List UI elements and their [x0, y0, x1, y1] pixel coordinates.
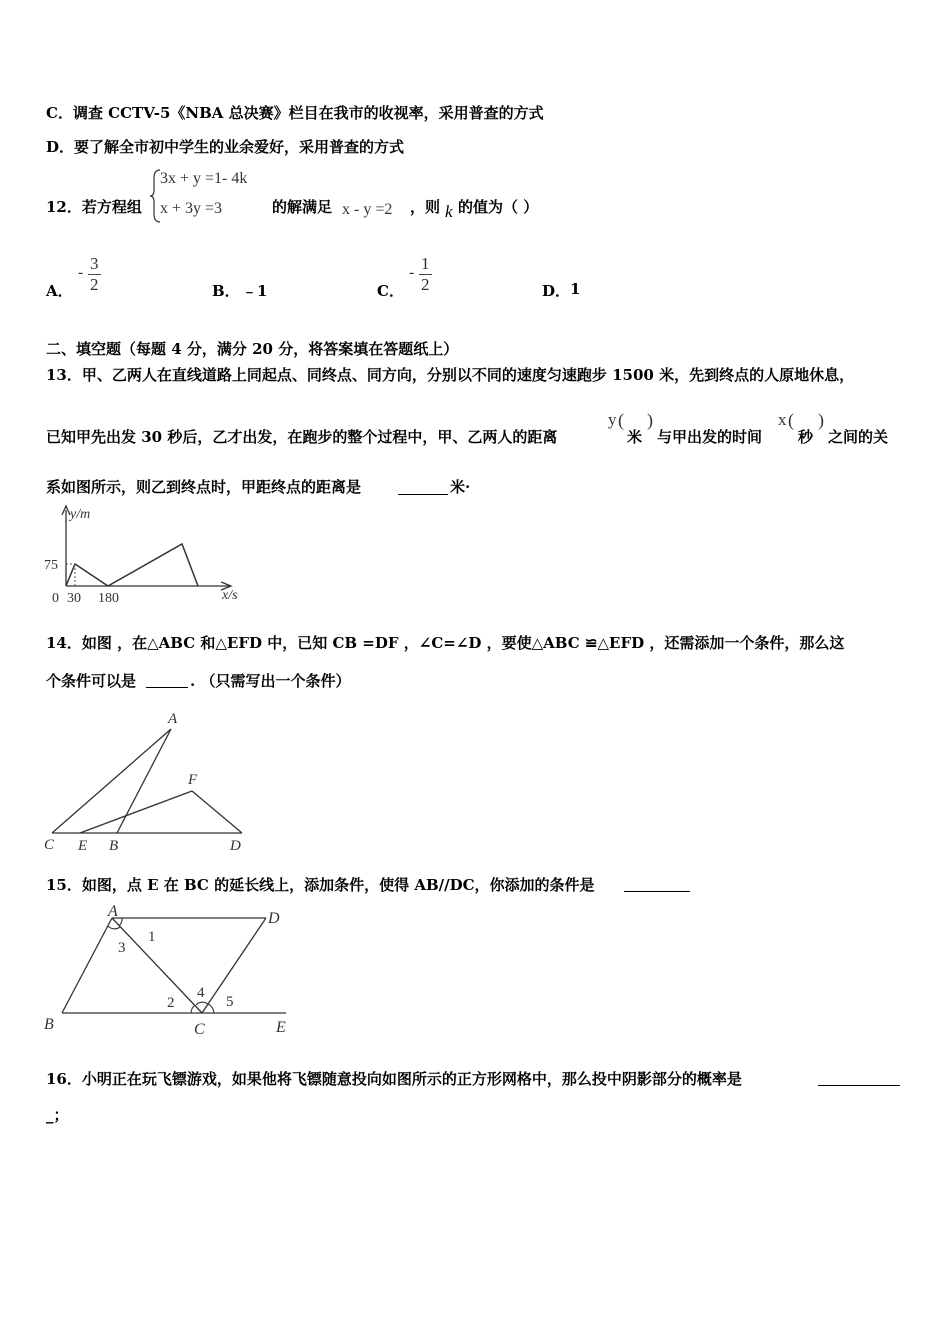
q15-label-e: E [276, 1019, 286, 1036]
q12-option-a-label: A． [46, 282, 73, 300]
q13-x-symbol: x [778, 410, 787, 429]
q13-graph-line [66, 544, 198, 586]
q12-after-text: ，则 [410, 198, 441, 216]
q13-graph-y-tick-75: 75 [44, 558, 58, 573]
q14-line-1: 14．如图 ，在△ABC 和△EFD 中，已知 CB =DF ，∠C=∠D ，要使△ABC ≌△EFD ，还需添加一个条件，那么这 [46, 634, 845, 652]
q13-y-paren-open: ( [618, 410, 624, 430]
q13-graph-x-tick-180: 180 [98, 591, 119, 606]
q14-line-2b: . （只需写出一个条件） [190, 672, 351, 690]
q15-figure [40, 900, 300, 1040]
q12-option-c-sign: - [409, 264, 415, 281]
q12-option-d-label: D． [542, 282, 571, 300]
q12-equation-2: x + 3y =3 [160, 200, 223, 217]
q13-graph [40, 502, 250, 608]
q16-tail: _； [46, 1106, 69, 1124]
q15-line-dc [202, 918, 266, 1013]
q12-option-a-denominator: 2 [90, 275, 99, 294]
q12-option-c-numerator: 1 [421, 254, 430, 273]
section-2-heading: 二、填空题（每题 4 分，满分 20 分，将答案填在答题纸上） [46, 340, 459, 358]
q12-condition: x - y =2 [342, 201, 393, 218]
q14-line-ab [117, 729, 171, 833]
q15-label-b: B [44, 1016, 54, 1033]
q12-variable-k: k [445, 202, 453, 221]
q14-line-fd [192, 791, 242, 833]
q13-line-3b: 米· [450, 478, 471, 496]
q15-line: 15．如图，点 E 在 BC 的延长线上，添加条件，使得 AB//DC，你添加的条件是 [46, 876, 595, 894]
q13-x-paren-open: ( [788, 410, 794, 430]
q14-label-a: A [168, 711, 178, 727]
q12-tail: 的值为（ ） [458, 198, 539, 216]
q12-option-d-value: 1 [570, 280, 581, 298]
q11-option-d: D．要了解全市初中学生的业余爱好，采用普查的方式 [46, 138, 405, 156]
q13-line-2c: 之间的关 [828, 428, 889, 446]
q15-angle-label-3: 3 [118, 940, 126, 956]
q15-angle-arc-1 [119, 918, 122, 926]
q16-answer-blank[interactable] [818, 1068, 900, 1086]
q15-angle-label-2: 2 [167, 995, 175, 1011]
q14-label-b: B [109, 838, 119, 854]
q14-label-e: E [78, 838, 88, 854]
q13-y-paren-close: ) [647, 410, 653, 430]
q13-x-unit: 秒 [798, 428, 814, 446]
q15-angle-arc-5 [208, 1004, 214, 1013]
q14-figure [40, 708, 250, 858]
q15-label-c: C [194, 1021, 205, 1038]
q13-graph-y-label: y/m [70, 507, 91, 522]
q13-graph-origin: 0 [52, 591, 59, 606]
q13-x-paren-close: ) [818, 410, 824, 430]
q13-line-1: 13．甲、乙两人在直线道路上同起点、同终点、同方向，分别以不同的速度匀速跑步 1500 米，先到终点的人原地休息， [46, 366, 855, 384]
q13-line-3a: 系如图所示，则乙到终点时，甲距终点的距离是 [46, 478, 362, 496]
q14-answer-blank[interactable] [146, 670, 188, 688]
q13-answer-blank[interactable] [398, 476, 448, 495]
q15-angle-arc-2 [191, 1005, 195, 1013]
q12-option-c-fraction [419, 254, 432, 295]
q14-line-ca [52, 729, 171, 833]
q14-label-f: F [188, 772, 198, 788]
q14-label-d: D [230, 838, 241, 854]
q13-y-unit: 米 [627, 428, 643, 446]
q15-angle-arc-4 [196, 1002, 208, 1005]
q14-line-2a: 个条件可以是 [46, 672, 137, 690]
q15-label-d: D [268, 910, 280, 927]
q12-option-a-fraction [88, 254, 101, 295]
q12-option-c-denominator: 2 [421, 275, 430, 294]
q12-option-a-sign: - [78, 264, 84, 281]
q13-line-2a: 已知甲先出发 30 秒后，乙才出发，在跑步的整个过程中，甲、乙两人的距离 [46, 428, 558, 446]
q16-line: 16．小明正在玩飞镖游戏，如果他将飞镖随意投向如图所示的正方形网格中，那么投中阴影部分的概率是 [46, 1070, 742, 1088]
q15-angle-label-1: 1 [148, 929, 156, 945]
q15-angle-label-5: 5 [226, 994, 234, 1010]
q15-angle-arc-3 [108, 926, 120, 929]
q15-line-ac [112, 918, 202, 1013]
q12-equation-1: 3x + y =1- 4k [160, 170, 248, 187]
q13-y-symbol: y [608, 410, 617, 429]
q12-option-b-label: B． [212, 282, 240, 300]
q15-label-a: A [108, 903, 118, 920]
q12-prefix: 12．若方程组 [46, 198, 142, 216]
q14-label-c: C [44, 837, 55, 853]
q15-line-ba [62, 918, 112, 1013]
q13-graph-x-label: x/s [222, 588, 238, 603]
q11-option-c: C．调查 CCTV-5《NBA 总决赛》栏目在我市的收视率，采用普查的方式 [46, 104, 544, 122]
q13-line-2b: 与甲出发的时间 [657, 428, 763, 446]
q13-graph-x-tick-30: 30 [67, 591, 81, 606]
q12-option-a-numerator: 3 [90, 254, 99, 273]
q15-angle-label-4: 4 [197, 985, 205, 1001]
q12-option-b-value: ﹣1 [242, 282, 268, 300]
q12-mid-text: 的解满足 [272, 198, 333, 216]
q15-answer-blank[interactable] [624, 874, 690, 892]
q12-option-c-label: C． [377, 282, 404, 300]
